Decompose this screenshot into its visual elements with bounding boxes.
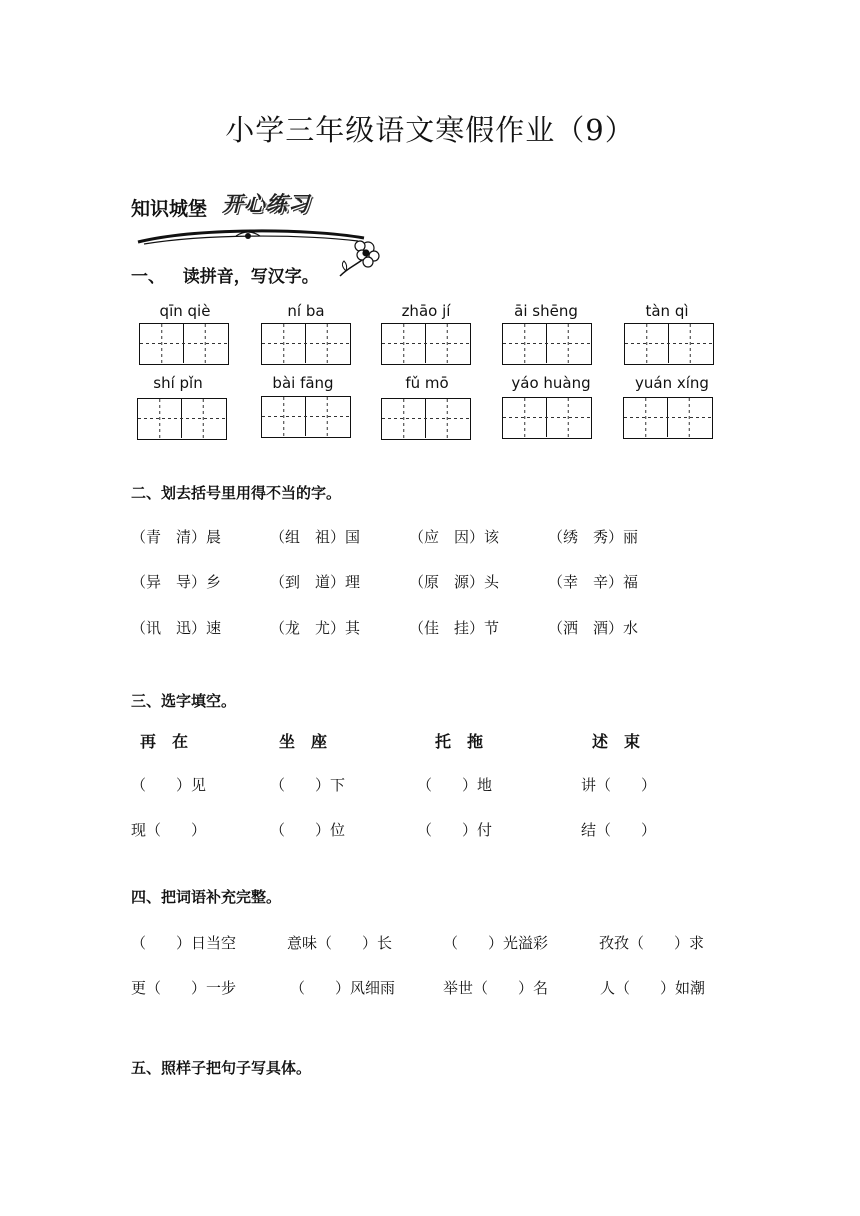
flower-icon (336, 238, 384, 284)
choice-item: （洒 酒）水 (548, 619, 639, 637)
writing-grid[interactable] (624, 323, 714, 365)
banner-script: 开心练习 (222, 191, 310, 216)
pinyin-label: shí pǐn (153, 374, 203, 392)
section1-heading: 一、 读拼音，写汉字。 (131, 267, 319, 287)
section2-heading: 二、划去括号里用得不当的字。 (131, 484, 342, 502)
choice-item: （龙 尤）其 (270, 619, 361, 637)
choice-item: （原 源）头 (409, 573, 500, 591)
banner-swoosh-icon (136, 226, 366, 252)
word-choice: 再 在 (140, 732, 189, 751)
fill-blank[interactable]: （ ）见 (131, 776, 207, 794)
fill-blank[interactable]: （ ）地 (417, 776, 493, 794)
word-choice: 托 拖 (435, 732, 484, 751)
writing-grid[interactable] (502, 323, 592, 365)
choice-item: （应 因）该 (409, 528, 500, 546)
fill-blank[interactable]: 意味（ ）长 (287, 934, 393, 952)
page-title: 小学三年级语文寒假作业（9） (225, 113, 635, 147)
pinyin-label: yáo huàng (511, 374, 591, 392)
fill-blank[interactable]: 人（ ）如潮 (600, 979, 706, 997)
pinyin-label: āi shēng (514, 302, 578, 320)
choice-item: （佳 挂）节 (409, 619, 500, 637)
fill-blank[interactable]: 孜孜（ ）求 (599, 934, 705, 952)
writing-grid[interactable] (623, 397, 713, 439)
choice-item: （幸 辛）福 (548, 573, 639, 591)
writing-grid[interactable] (381, 398, 471, 440)
fill-blank[interactable]: （ ）付 (417, 821, 493, 839)
choice-item: （讯 迅）速 (131, 619, 222, 637)
fill-blank[interactable]: （ ）光溢彩 (443, 934, 549, 952)
fill-blank[interactable]: （ ）风细雨 (290, 979, 396, 997)
fill-blank[interactable]: 结（ ） (581, 821, 657, 839)
section3-heading: 三、选字填空。 (131, 692, 237, 710)
choice-item: （到 道）理 (270, 573, 361, 591)
word-choice: 述 束 (592, 732, 641, 751)
writing-grid[interactable] (381, 323, 471, 365)
fill-blank[interactable]: 更（ ）一步 (131, 979, 237, 997)
writing-grid[interactable] (139, 323, 229, 365)
fill-blank[interactable]: 举世（ ）名 (443, 979, 549, 997)
pinyin-label: tàn qì (645, 302, 689, 320)
fill-blank[interactable]: （ ）位 (270, 821, 346, 839)
choice-item: （异 导）乡 (131, 573, 222, 591)
pinyin-label: bài fāng (272, 374, 334, 392)
pinyin-label: ní ba (287, 302, 325, 320)
fill-blank[interactable]: （ ）日当空 (131, 934, 237, 952)
pinyin-label: fǔ mō (405, 374, 449, 392)
pinyin-label: yuán xíng (635, 374, 709, 392)
choice-item: （绣 秀）丽 (548, 528, 639, 546)
choice-item: （组 祖）国 (270, 528, 361, 546)
pinyin-label: qīn qiè (159, 302, 211, 320)
banner-label: 知识城堡 (131, 198, 208, 220)
fill-blank[interactable]: 讲（ ） (581, 776, 657, 794)
writing-grid[interactable] (261, 323, 351, 365)
writing-grid[interactable] (137, 398, 227, 440)
fill-blank[interactable]: 现（ ） (131, 821, 207, 839)
fill-blank[interactable]: （ ）下 (270, 776, 346, 794)
section4-heading: 四、把词语补充完整。 (131, 888, 282, 906)
writing-grid[interactable] (261, 396, 351, 438)
word-choice: 坐 座 (279, 732, 328, 751)
pinyin-label: zhāo jí (401, 302, 451, 320)
writing-grid[interactable] (502, 397, 592, 439)
choice-item: （青 清）晨 (131, 528, 222, 546)
section5-heading: 五、照样子把句子写具体。 (131, 1059, 312, 1077)
